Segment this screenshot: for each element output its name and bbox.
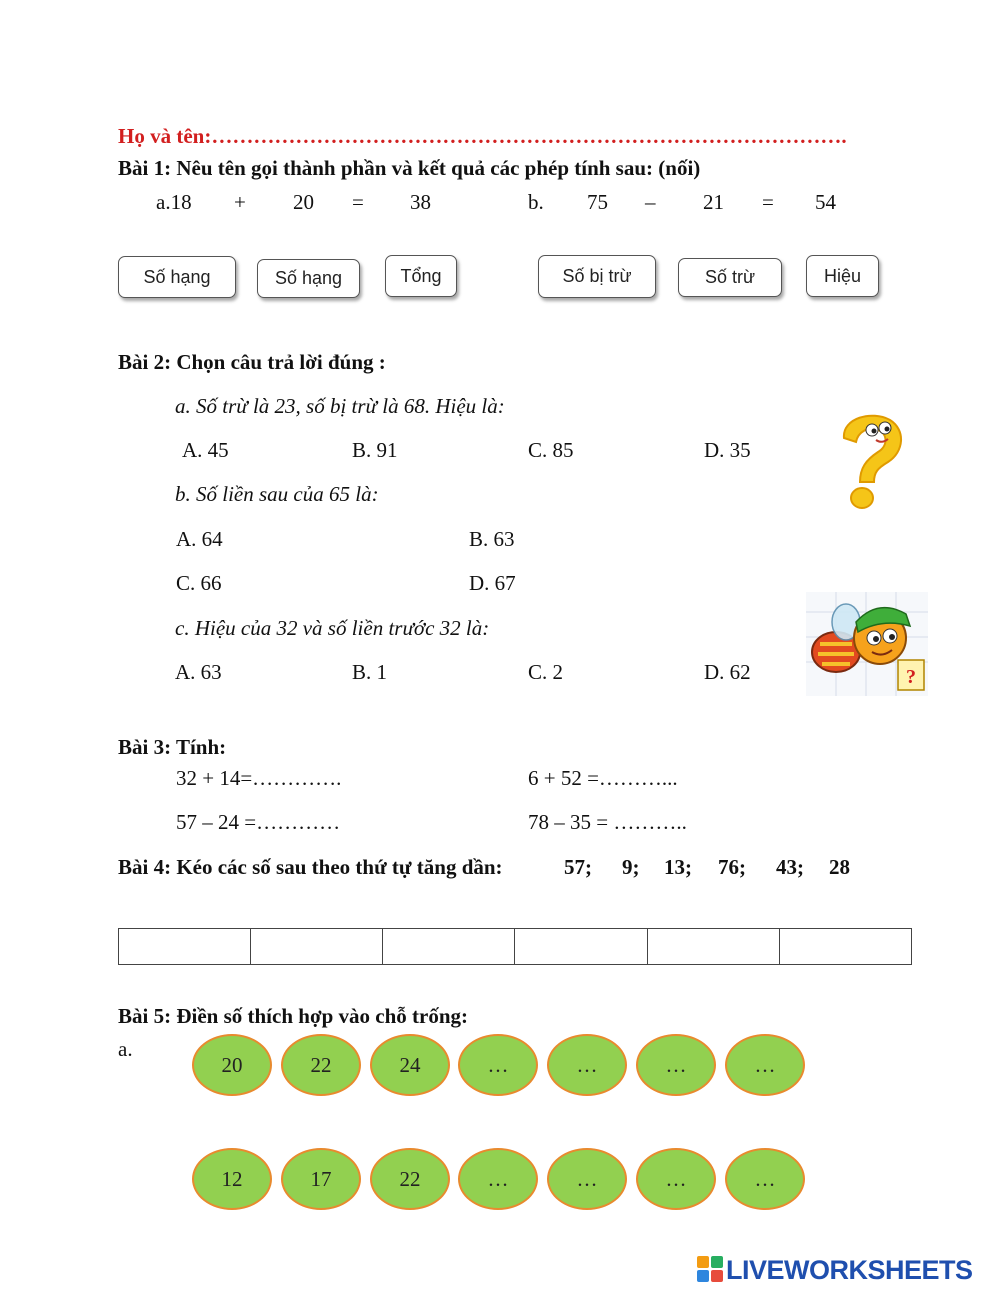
q-b-text: b. Số liền sau của 65 là: [175,482,379,506]
order-drop-table [118,928,912,965]
sequence-a-blank-4[interactable]: … [458,1034,538,1096]
drag-number-9[interactable]: 9; [622,855,640,879]
sequence-a-cell-3: 24 [370,1034,450,1096]
q-a-option-d[interactable]: D. 35 [704,438,751,462]
svg-text:?: ? [906,666,916,688]
liveworksheets-logo-icon [697,1256,723,1284]
question-mark-icon [832,408,908,512]
bai3-title: Bài 3: Tính: [118,735,227,759]
drag-number-76[interactable]: 76; [718,855,746,879]
liveworksheets-logo [697,1254,973,1286]
q-a-text: a. Số trừ là 23, số bị trừ là 68. Hiệu là: [175,394,505,418]
eq-a-op: + [234,190,246,214]
eq-b-n1: 75 [587,190,608,214]
sequence-a-blank-5[interactable]: … [547,1034,627,1096]
eq-a-n2: 20 [293,190,314,214]
bai5-title: Bài 5: Điền số thích hợp vào chỗ trống: [118,1004,468,1028]
q-c-option-a[interactable]: A. 63 [175,660,222,684]
drag-number-13[interactable]: 13; [664,855,692,879]
drop-slot-3[interactable] [383,929,515,965]
sequence-b-cell-2: 17 [281,1148,361,1210]
q-b-option-c[interactable]: C. 66 [176,571,222,595]
bai4-title: Bài 4: Kéo các số sau theo thứ tự tăng dần: [118,855,503,879]
student-name-field: Họ và tên:………………………………………………………………………………. [118,124,847,148]
eq-b-op: – [645,190,656,214]
sequence-b-blank-6[interactable]: … [636,1148,716,1210]
sequence-a-cell-1: 20 [192,1034,272,1096]
eq-b-n2: 21 [703,190,724,214]
drag-number-28[interactable]: 28 [829,855,850,879]
drop-slot-6[interactable] [779,929,911,965]
drop-slot-1[interactable] [119,929,251,965]
eq-a-eq: = [352,190,364,214]
sequence-a-blank-6[interactable]: … [636,1034,716,1096]
card-tong[interactable]: Tổng [385,255,457,297]
sequence-b-cell-3: 22 [370,1148,450,1210]
q-c-option-c[interactable]: C. 2 [528,660,564,684]
sequence-b-blank-5[interactable]: … [547,1148,627,1210]
q-c-text: c. Hiệu của 32 và số liền trước 32 là: [175,616,490,640]
card-so-bi-tru[interactable]: Số bị trừ [538,255,656,298]
q-c-option-b[interactable]: B. 1 [352,660,388,684]
eq-b-result: 54 [815,190,836,214]
card-so-hang-1[interactable]: Số hạng [118,256,236,298]
q-a-option-a[interactable]: A. 45 [182,438,229,462]
eq-a-label: a.18 [156,190,192,214]
sequence-a-blank-7[interactable]: … [725,1034,805,1096]
sequence-b-blank-4[interactable]: … [458,1148,538,1210]
q-a-option-c[interactable]: C. 85 [528,438,574,462]
sequence-a-cell-2: 22 [281,1034,361,1096]
liveworksheets-wordmark: LIVEWORKSHEETS [726,1254,973,1285]
bai1-title: Bài 1: Nêu tên gọi thành phần và kết quả các phép tính sau: (nối) [118,156,701,180]
calc-expr-4[interactable]: 78 – 35 = ……….. [528,810,687,834]
drop-slot-5[interactable] [647,929,779,965]
q-c-option-d[interactable]: D. 62 [704,660,751,684]
drag-number-43[interactable]: 43; [776,855,804,879]
eq-a-result: 38 [410,190,431,214]
calc-expr-3[interactable]: 57 – 24 =………… [176,810,341,834]
card-hieu[interactable]: Hiệu [806,255,879,297]
q-b-option-d[interactable]: D. 67 [469,571,516,595]
drop-slot-4[interactable] [515,929,647,965]
q-a-option-b[interactable]: B. 91 [352,438,398,462]
bai5-label-a: a. [118,1037,133,1061]
q-b-option-a[interactable]: A. 64 [176,527,223,551]
eq-b-label: b. [528,190,544,214]
card-so-tru[interactable]: Số trừ [678,258,782,297]
q-b-option-b[interactable]: B. 63 [469,527,515,551]
card-so-hang-2[interactable]: Số hạng [257,259,360,298]
calc-expr-2[interactable]: 6 + 52 =………... [528,766,678,790]
sequence-b-cell-1: 12 [192,1148,272,1210]
calc-expr-1[interactable]: 32 + 14=…………. [176,766,342,790]
sequence-b-blank-7[interactable]: … [725,1148,805,1210]
bee-mascot-icon [806,592,928,696]
drop-slot-2[interactable] [251,929,383,965]
drag-number-57[interactable]: 57; [564,855,592,879]
eq-b-eq: = [762,190,774,214]
bai2-title: Bài 2: Chọn câu trả lời đúng : [118,350,386,374]
